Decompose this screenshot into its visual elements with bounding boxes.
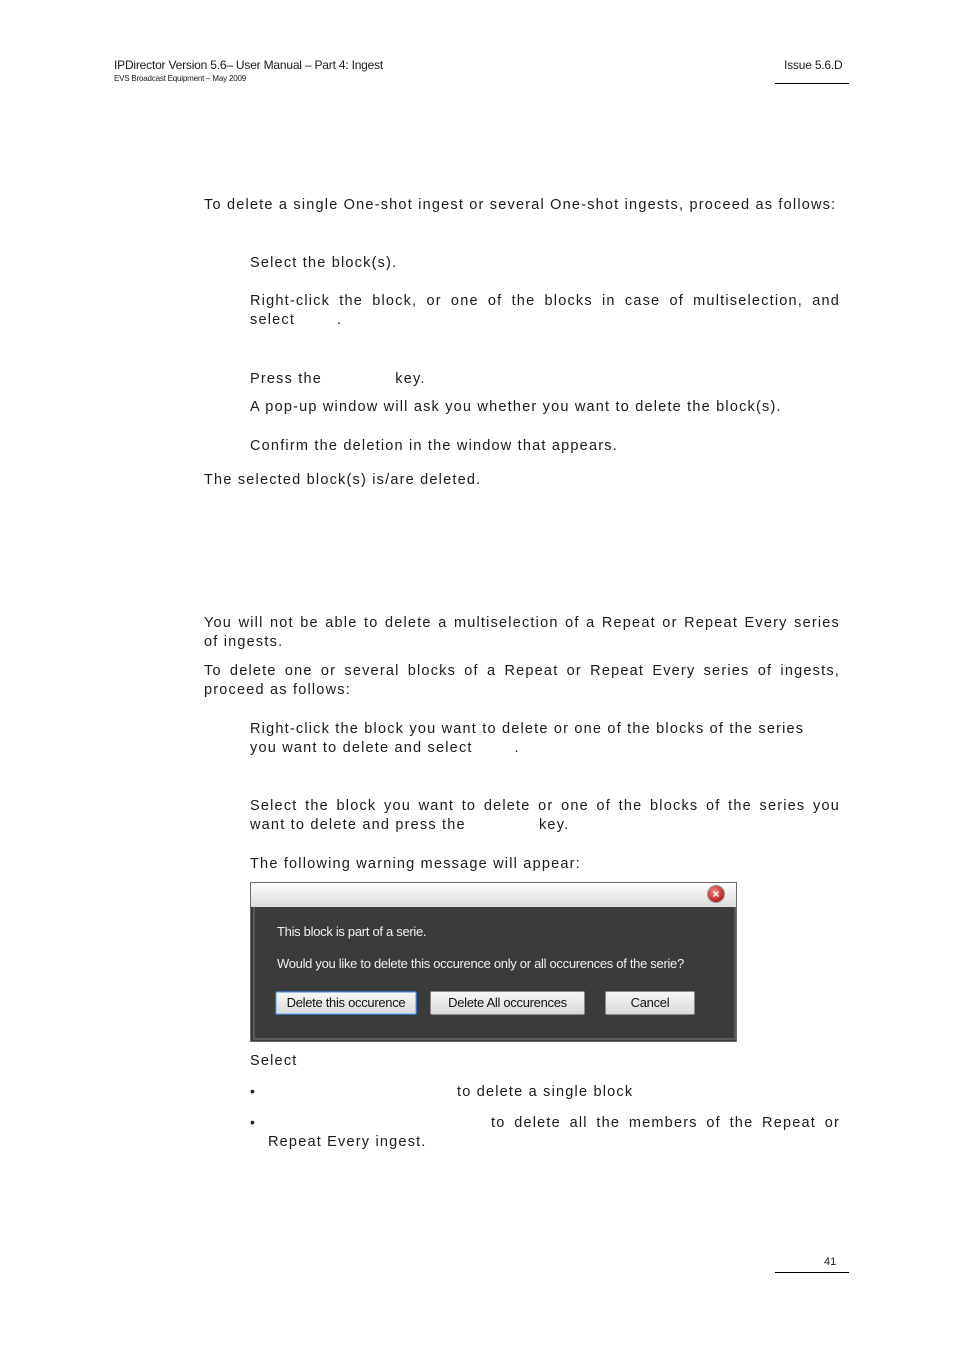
bullet-dot: • bbox=[250, 1083, 255, 1099]
dialog-message-line1: This block is part of a serie. bbox=[277, 924, 427, 939]
dialog-body bbox=[253, 907, 736, 1040]
dialog-titlebar bbox=[251, 883, 736, 907]
section1-step2-note: A pop-up window will ask you whether you want to delete the block(s). bbox=[250, 399, 782, 415]
bullet-dot: • bbox=[250, 1114, 255, 1130]
section2-step2: The following warning message will appear: bbox=[250, 856, 581, 872]
section2-step3: Select bbox=[250, 1053, 298, 1069]
header-issue: Issue 5.6.D bbox=[784, 58, 843, 72]
section1-step2-alt: Press the key. bbox=[250, 371, 426, 387]
section1-step2: Right-click the block, or one of the blocks in case of multiselection, and select . bbox=[250, 293, 846, 328]
warning-dialog bbox=[250, 882, 737, 1042]
section1-intro: To delete a single One-shot ingest or several One-shot ingests, proceed as follows: bbox=[204, 197, 837, 213]
bullet2-text: to delete all the members of the Repeat or bbox=[491, 1115, 840, 1131]
section2-step1: Right-click the block you want to delete or one of the blocks of the series you want to delete and select . bbox=[250, 721, 810, 756]
cancel-button[interactable]: Cancel bbox=[605, 991, 695, 1015]
section1-result: The selected block(s) is/are deleted. bbox=[204, 472, 482, 488]
section1-step1: Select the block(s). bbox=[250, 255, 398, 271]
section2-intro: To delete one or several blocks of a Repeat or Repeat Every series of ingests, proceed as follows: bbox=[204, 663, 840, 698]
bullet2-text-cont: Repeat Every ingest. bbox=[268, 1134, 427, 1150]
delete-this-occurence-button[interactable]: Delete this occurence bbox=[275, 991, 417, 1015]
footer-rule bbox=[775, 1272, 849, 1273]
page-number: 41 bbox=[824, 1256, 837, 1268]
header-rule bbox=[775, 83, 849, 84]
close-icon[interactable]: × bbox=[708, 886, 724, 902]
header-subtitle: EVS Broadcast Equipment – May 2009 bbox=[114, 74, 246, 83]
delete-all-occurences-button[interactable]: Delete All occurences bbox=[430, 991, 585, 1015]
section2-note: You will not be able to delete a multiselection of a Repeat or Repeat Every series of ingests. bbox=[204, 615, 840, 650]
section1-step3: Confirm the deletion in the window that appears. bbox=[250, 438, 618, 454]
section2-step1-alt: Select the block you want to delete or one of the blocks of the series you want to delete and press the key. bbox=[250, 798, 846, 833]
bullet1-text: to delete a single block bbox=[457, 1084, 634, 1100]
dialog-message-line2: Would you like to delete this occurence only or all occurences of the serie? bbox=[277, 956, 684, 971]
header-title: IPDirector Version 5.6– User Manual – Part 4: Ingest bbox=[114, 58, 384, 72]
